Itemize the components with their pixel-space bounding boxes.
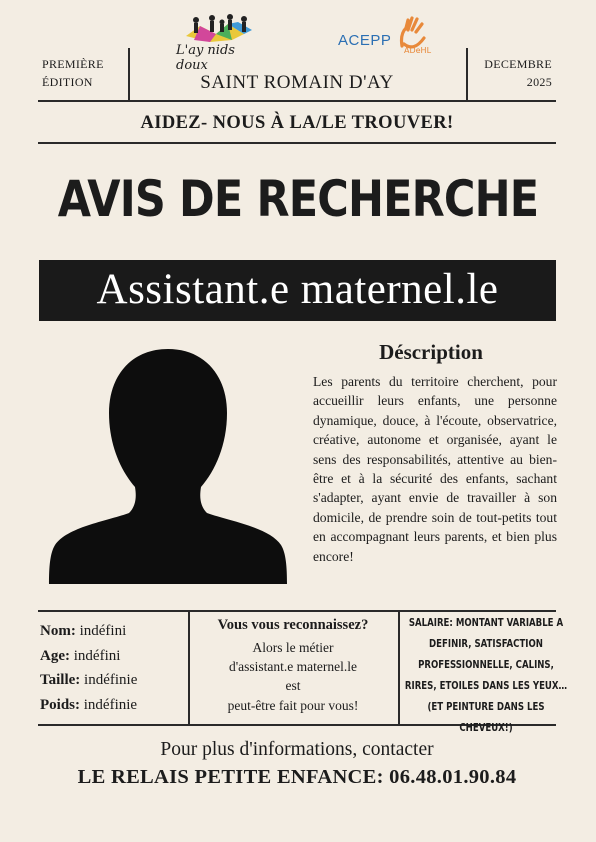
date-month: DECEMBRE [484, 57, 552, 71]
title-wrap [0, 158, 596, 240]
field-label: Age: [40, 647, 70, 664]
field-value: indéfini [79, 623, 127, 639]
date-year: 2025 [526, 75, 552, 89]
logo-right-text: ACEPP [338, 32, 392, 49]
description-title: Déscription [379, 340, 483, 364]
page-title: AVIS DE RECHERCHE [57, 170, 539, 228]
description-body: Les parents du territoire cherchent, pour accueillir leurs enfants, une personne dynamique, douce, à l'écoute, observatrice, créative, autonome et organisée, ayant le sens des responsabilités, attentive au bien-être et à la sécurité des enfants, sachant s'adapter, ayant envie de travailler à son domicile, de prendre soin de tout-petits tout en accompagnant leurs parents, et bien plus encore! [313, 374, 557, 564]
slogan-bottom-rule [38, 142, 556, 144]
edition-line1: PREMIÈRE [42, 57, 104, 71]
field-label: Nom: [40, 623, 76, 639]
field-label: Taille: [40, 672, 81, 688]
edition-line2: ÉDITION [42, 75, 93, 89]
person-silhouette [47, 347, 289, 584]
table-divider-right [398, 611, 400, 724]
field-poids [40, 693, 186, 718]
header-divider-right [466, 48, 468, 100]
person-silhouette-icon [47, 347, 289, 584]
middle-line2: d'assistant.e maternel.le [228, 659, 357, 675]
logo-acepp [338, 16, 438, 60]
masthead-city: SAINT ROMAIN D'AY [200, 72, 394, 93]
middle-line1: Alors le métier [252, 640, 334, 655]
identity-fields [40, 619, 186, 717]
logo-lay-nids-doux [172, 12, 264, 73]
date-label [470, 55, 552, 91]
field-taille [40, 668, 186, 693]
logo-right-sub: ADeHL [404, 46, 432, 55]
field-nom [40, 619, 186, 644]
middle-line3: est [285, 678, 301, 694]
logo-left-text: L'ay nids doux [176, 43, 235, 73]
header-bottom-rule [38, 100, 556, 102]
field-label: Poids: [40, 696, 81, 713]
middle-title: Vous vous reconnaissez? [217, 617, 369, 633]
edition-label [42, 55, 122, 91]
contact-intro: Pour plus d'informations, contacter [160, 739, 434, 760]
field-value: indéfini [73, 647, 121, 664]
table-top-rule [38, 610, 556, 612]
middle-line4: peut-être fait pour vous! [227, 697, 359, 713]
job-banner: Assistant.e maternel.le [39, 260, 556, 321]
contact-phone: LE RELAIS PETITE ENFANCE: 06.48.01.90.84 [77, 766, 517, 788]
middle-body [192, 638, 394, 715]
field-value: indéfinie [84, 672, 138, 688]
field-age [40, 644, 186, 669]
field-value: indéfinie [83, 696, 138, 713]
salary-text: SALAIRE: MONTANT VARIABLE A DEFINIR, SATISFACTION PROFESSIONNELLE, CALINS, RIRES, ETOILES DANS LES YEUX… (ET PEINTURE DANS LES CHEVEUX!) [404, 617, 568, 734]
slogan: AIDEZ- NOUS À LA/LE TROUVER! [140, 113, 454, 133]
